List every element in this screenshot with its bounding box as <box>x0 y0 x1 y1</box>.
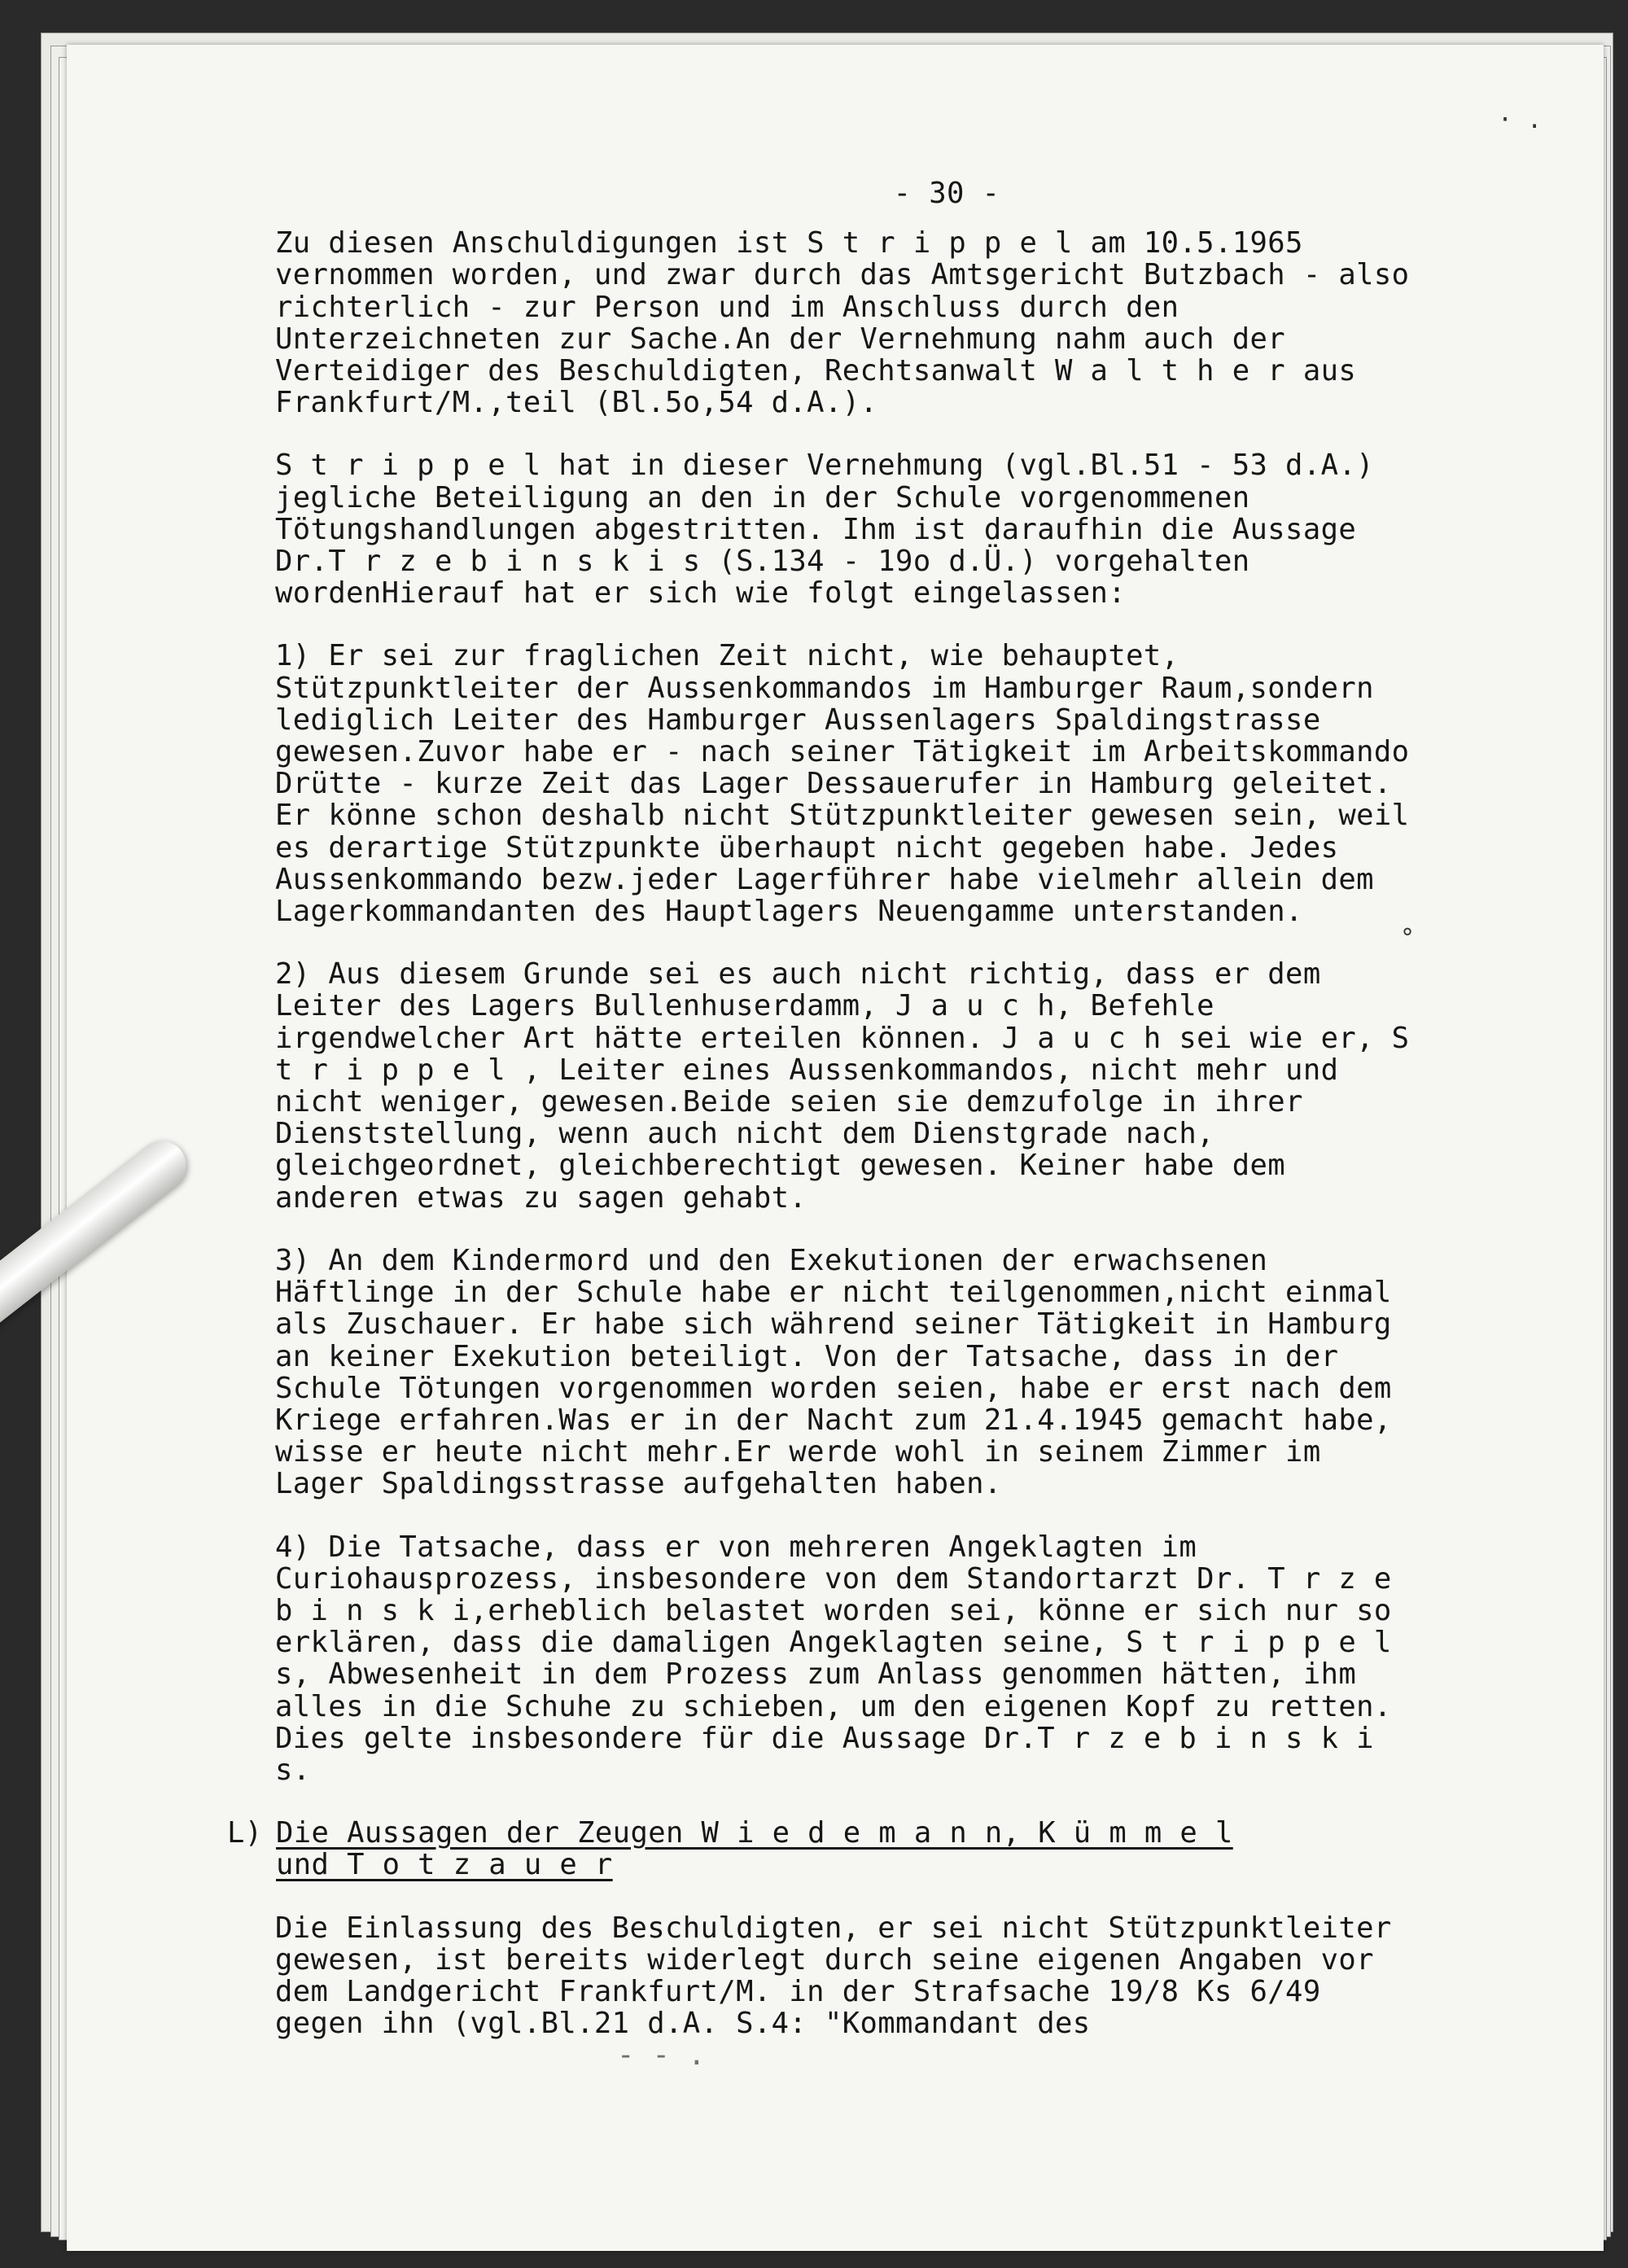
footer-marks: - - . <box>617 2038 706 2073</box>
list-item-3: 3) An dem Kindermord und den Exekutionen der erwachsenen Häftlinge in der Schule habe er nicht teilgenommen,nicht einmal als Zuschauer. Er habe sich während seiner Tätigkeit in Hamburg an keiner Exekution beteiligt. Von der Tatsache, dass in der Schule Tötungen vorgenommen worden seien, habe er erst nach dem Kriege erfahren.Was er in der Nacht zum 21.4.1945 gemacht habe, wisse er heute nicht mehr.Er werde wohl in seinem Zimmer im Lager Spaldingsstrasse aufgehalten haben. <box>275 1243 1392 1501</box>
margin-mark-top: · . <box>1498 106 1543 134</box>
list-item-1: 1) Er sei zur fraglichen Zeit nicht, wie behauptet, Stützpunktleiter der Aussenkommandos im Hamburger Raum,sondern lediglich Leiter des Hamburger Aussenlagers Spaldingstrasse gewesen.Zuvor habe er - nach seiner Tätigkeit im Arbeitskommando Drütte - kurze Zeit das Lager Dessauerufer in Hamburg geleitet. Er könne schon deshalb nicht Stützpunktleiter gewesen sein, weil es derartige Stützpunkte überhaupt nicht gegeben habe. Jedes Aussenkommando bezw.jeder Lagerführer habe vielmehr allein dem Lagerkommandanten des Hauptlagers Neuengamme unterstanden. <box>275 639 1410 929</box>
page-number: - 30 - <box>893 177 1000 210</box>
list-item-4: 4) Die Tatsache, dass er von mehreren Angeklagten im Curiohausprozess, insbesondere von dem Standortarzt Dr. T r z e b i n s k i,erheblich belastet worden sei, könne er sich nur so erklären, dass die damaligen Angeklagten seine, S t r i p p e l s, Abwesenheit in dem Prozess zum Anlass genommen hätten, ihm alles in die Schuhe zu schieben, um den eigenen Kopf zu retten. Dies gelte insbesondere für die Aussage Dr.T r z e b i n s k i s. <box>275 1530 1392 1787</box>
section-heading <box>227 1816 1415 1882</box>
section-marker: L) <box>227 1816 263 1850</box>
paragraph-closing: Die Einlassung des Beschuldigten, er sei nicht Stützpunktleiter gewesen, ist bereits widerlegt durch seine eigenen Angaben vor dem Landgericht Frankfurt/M. in der Strafsache 19/8 Ks 6/49 gegen ihn (vgl.Bl.21 d.A. S.4: "Kommandant des <box>275 1911 1392 2041</box>
typed-text-body <box>227 177 1415 2073</box>
paragraph-intro: Zu diesen Anschuldigungen ist S t r i p p e l am 10.5.1965 vernommen worden, und zwar durch das Amtsgericht Butzbach - also richterlich - zur Person und im Anschluss durch den Unterzeichneten zur Sache.An der Vernehmung nahm auch der Verteidiger des Beschuldigten, Rechtsanwalt W a l t h e r aus Frankfurt/M.,teil (Bl.5o,54 d.A.). <box>275 226 1410 420</box>
section-heading-line2: und T o t z a u e r <box>276 1848 613 1882</box>
section-heading-line1: Die Aussagen der Zeugen W i e d e m a n n, K ü m m e l <box>276 1816 1233 1850</box>
list-item-2: 2) Aus diesem Grunde sei es auch nicht richtig, dass er dem Leiter des Lagers Bullenhuserdamm, J a u c h, Befehle irgendwelcher Art hätte erteilen können. J a u c h sei wie er, S t r i p p e l , Leiter eines Aussenkommandos, nicht mehr und nicht weniger, gewesen.Beide seien sie demzufolge in ihrer Dienststellung, wenn auch nicht dem Dienstgrade nach, gleichgeordnet, gleichberechtigt gewesen. Keiner habe dem anderen etwas zu sagen gehabt. <box>275 957 1410 1215</box>
paragraph-vernehmung: S t r i p p e l hat in dieser Vernehmung (vgl.Bl.51 - 53 d.A.) jegliche Beteiligung an den in der Schule vorgenommenen Tötungshandlungen abgestritten. Ihm ist daraufhin die Aussage Dr.T r z e b i n s k i s (S.134 - 19o d.Ü.) vorgehalten wordenHierauf hat er sich wie folgt eingelassen: <box>275 449 1374 611</box>
margin-mark: ° <box>1400 924 1416 952</box>
